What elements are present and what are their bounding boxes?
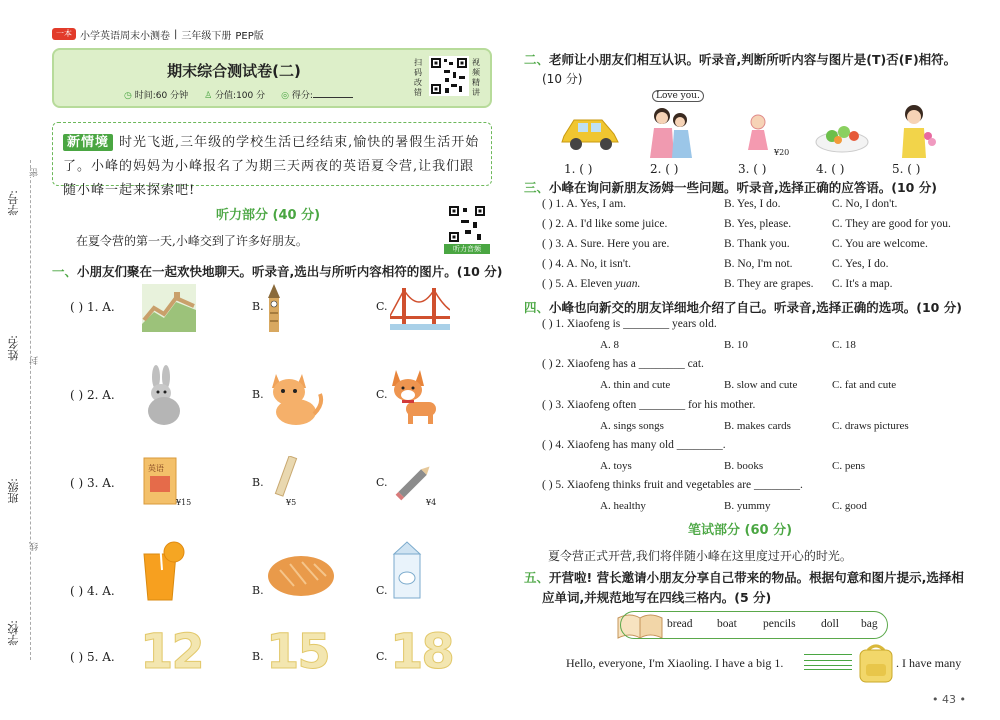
clock-icon: ◷ [124, 91, 132, 101]
word-doll[interactable]: doll [821, 618, 839, 630]
video-lesson-label: 视频精讲 [472, 58, 480, 97]
s3-q3-option-b[interactable]: B. Thank you. [724, 238, 790, 250]
dog-icon [388, 364, 444, 426]
scan-correct-label: 扫码改错 [414, 58, 422, 97]
s4-q4-option-b[interactable]: B. books [724, 460, 764, 472]
book-cover-text: 英语 [148, 464, 164, 473]
love-you-speech-bubble: Love you. [652, 90, 704, 102]
s1-q4-option-b-label: B. [252, 584, 264, 597]
section-2-title: 老师让小朋友们相互认识。听录音,判断所听内容与图片是(T)否(F)相符。 [549, 52, 957, 67]
s3-question-1[interactable]: ( ) 1. A. Yes, I am. [542, 198, 627, 210]
s4-q3-option-c[interactable]: C. draws pictures [832, 420, 909, 432]
number-15-illustration: 15 [266, 624, 329, 680]
exam-meta [124, 88, 353, 101]
written-intro: 夏令营正式开营,我们将伴随小峰在这里度过开心的时光。 [548, 549, 852, 563]
s3-q1-option-b[interactable]: B. Yes, I do. [724, 198, 781, 210]
s3-q2-option-c[interactable]: C. They are good for you. [832, 218, 951, 230]
s4-question-5[interactable]: ( ) 5. Xiaofeng thinks fruit and vegetables are ________. [542, 479, 803, 491]
bread-icon [266, 550, 336, 598]
s3-question-3[interactable]: ( ) 3. A. Sure. Here you are. [542, 238, 670, 250]
scenario-text: 时光飞逝,三年级的学校生活已经结束,愉快的暑假生活开始了。小峰的妈妈为小峰报名了为期三天两夜的英语夏令营,让我们跟随小峰一起来探索吧! [63, 135, 480, 198]
big-ben-icon [264, 284, 284, 332]
s1-q5-option-c-label: C. [376, 650, 388, 663]
s1-question-2[interactable]: ( ) 2. A. [70, 388, 115, 402]
s3-q4-option-b[interactable]: B. No, I'm not. [724, 258, 793, 270]
exam-title-card [52, 48, 492, 108]
school-label: 学校: [7, 620, 20, 646]
s2-answer-4[interactable]: 4. ( ) [816, 162, 845, 176]
word-pencils[interactable]: pencils [763, 618, 796, 630]
s4-q1-option-a[interactable]: A. 8 [600, 339, 619, 351]
s1-q4-option-c-label: C. [376, 584, 388, 597]
s4-q2-option-b[interactable]: B. slow and cute [724, 379, 798, 391]
section-2-heading [524, 50, 956, 68]
s1-q2-option-c-label: C. [376, 388, 388, 401]
person-icon: ♙ [204, 91, 213, 101]
s1-question-4[interactable]: ( ) 4. A. [70, 584, 115, 598]
s1-question-5[interactable]: ( ) 5. A. [70, 650, 115, 664]
target-icon: ◎ [281, 91, 289, 101]
scenario-tag: 新情境 [63, 134, 113, 151]
s1-question-1[interactable]: ( ) 1. A. [70, 300, 115, 314]
section-3-number: 三、 [524, 180, 550, 195]
seal-mark-mi: 密 [30, 168, 40, 177]
score-field[interactable]: ◎ 得分: [281, 88, 353, 101]
car-icon [560, 112, 620, 154]
orange-juice-icon [140, 540, 186, 602]
divider: | [174, 28, 178, 40]
s3-question-4[interactable]: ( ) 4. A. No, it isn't. [542, 258, 631, 270]
s2-answer-5[interactable]: 5. ( ) [892, 162, 921, 176]
word-bank [620, 611, 888, 639]
series-name: 小学英语周末小测卷 [80, 30, 170, 42]
s4-question-2[interactable]: ( ) 2. Xiaofeng has a ________ cat. [542, 358, 704, 370]
student-name-label: 姓名: [7, 335, 20, 361]
s3-q5-option-c[interactable]: C. It's a map. [832, 278, 893, 290]
s4-q1-option-c[interactable]: C. 18 [832, 339, 856, 351]
word-boat[interactable]: boat [717, 618, 737, 630]
scenario-box [52, 122, 492, 198]
doll-icon [742, 112, 774, 152]
pencil-price: ¥4 [426, 498, 437, 507]
s5-sentence-start: Hello, everyone, I'm Xiaoling. I have a big 1. [566, 656, 784, 670]
section-4-title: 小峰也向新交的朋友详细地介绍了自己。听录音,选择正确的选项。(10 分) [549, 300, 962, 315]
cat-icon [266, 364, 326, 426]
section-2-number: 二、 [524, 52, 550, 67]
s4-q5-option-c[interactable]: C. good [832, 500, 867, 512]
s4-question-1[interactable]: ( ) 1. Xiaofeng is ________ years old. [542, 318, 717, 330]
s3-question-2[interactable]: ( ) 2. A. I'd like some juice. [542, 218, 668, 230]
time-limit: ◷ 时间:60 分钟 [124, 91, 189, 101]
rabbit-icon [140, 365, 186, 427]
student-number-label: 学号: [7, 190, 20, 216]
ruler-price: ¥5 [286, 498, 297, 507]
s1-question-3[interactable]: ( ) 3. A. [70, 476, 115, 490]
s4-q2-option-a[interactable]: A. thin and cute [600, 379, 671, 391]
s1-q5-option-b-label: B. [252, 650, 264, 663]
s4-q3-option-b[interactable]: B. makes cards [724, 420, 791, 432]
listening-part-title: 听力部分 (40 分) [216, 208, 321, 223]
section-3-heading [524, 178, 937, 196]
section-5-title-cont: 应单词,并规范地写在四线三格内。(5 分) [542, 590, 772, 605]
section-1-heading [52, 262, 502, 280]
section-2-points: (10 分) [542, 72, 583, 86]
s4-q2-option-c[interactable]: C. fat and cute [832, 379, 897, 391]
series-header [52, 26, 282, 42]
grade-label: 三年级下册 [181, 30, 232, 42]
golden-gate-bridge-icon [390, 286, 450, 330]
s4-q3-option-a[interactable]: A. sings songs [600, 420, 664, 432]
edition-label: PEP版 [235, 30, 264, 42]
section-4-number: 四、 [524, 300, 550, 315]
section-5-title: 开营啦! 营长邀请小朋友分享自己带来的物品。根据句意和图片提示,选择相 [549, 570, 964, 585]
ruler-icon [272, 456, 302, 500]
s1-q2-option-b-label: B. [252, 388, 264, 401]
s4-q5-option-a[interactable]: A. healthy [600, 500, 646, 512]
s1-q1-option-b-label: B. [252, 300, 264, 313]
s4-question-3[interactable]: ( ) 3. Xiaofeng often ________ for his mother. [542, 399, 756, 411]
section-5-number: 五、 [524, 570, 550, 585]
s3-q1-option-c[interactable]: C. No, I don't. [832, 198, 898, 210]
schoolbag-icon [856, 642, 896, 684]
full-score: ♙ 分值:100 分 [204, 91, 266, 101]
s2-answer-1[interactable]: 1. ( ) [564, 162, 593, 176]
great-wall-icon [142, 284, 196, 332]
s4-question-4[interactable]: ( ) 4. Xiaofeng has many old ________. [542, 439, 726, 451]
s1-q3-option-b-label: B. [252, 476, 264, 489]
s4-q5-option-b[interactable]: B. yummy [724, 500, 771, 512]
s1-q3-option-c-label: C. [376, 476, 388, 489]
mother-hugging-girl-icon [646, 104, 698, 158]
salad-icon [814, 118, 870, 154]
seal-mark-xian: 线 [30, 542, 40, 551]
seal-mark-feng: 封 [30, 356, 40, 365]
s2-answer-3[interactable]: 3. ( ) [738, 162, 767, 176]
s4-q1-option-b[interactable]: B. 10 [724, 339, 748, 351]
audio-caption: 听力音频 [444, 244, 490, 254]
s4-q4-option-c[interactable]: C. pens [832, 460, 865, 472]
word-bag[interactable]: bag [861, 618, 878, 630]
s3-q2-option-b[interactable]: B. Yes, please. [724, 218, 792, 230]
doll-price: ¥20 [774, 148, 790, 157]
number-18-illustration: 18 [390, 624, 453, 680]
section-4-heading [524, 298, 962, 316]
number-12-illustration: 12 [140, 624, 203, 680]
s3-question-5[interactable]: ( ) 5. A. Eleven yuan. [542, 278, 641, 290]
book-price: ¥15 [176, 498, 192, 507]
section-5-heading [524, 568, 964, 586]
s3-q3-option-c[interactable]: C. You are welcome. [832, 238, 928, 250]
section-3-title: 小峰在询问新朋友汤姆一些问题。听录音,选择正确的应答语。(10 分) [549, 180, 937, 195]
s1-q1-option-c-label: C. [376, 300, 388, 313]
section-1-title: 小朋友们聚在一起欢快地聊天。听录音,选出与所听内容相符的图片。(10 分) [77, 264, 503, 279]
s5-answer-blank-1[interactable] [804, 654, 852, 670]
listening-qr[interactable] [444, 204, 490, 254]
binding-dash-line [30, 160, 31, 660]
s3-q4-option-c[interactable]: C. Yes, I do. [832, 258, 889, 270]
boy-with-flowers-icon [896, 102, 936, 158]
s3-q5-option-b[interactable]: B. They are grapes. [724, 278, 814, 290]
class-label: 班级: [7, 478, 20, 504]
exam-title: 期末综合测试卷(二) [167, 62, 301, 80]
s2-answer-2[interactable]: 2. ( ) [650, 162, 679, 176]
brand-badge: 一本 [52, 28, 76, 40]
word-bread[interactable]: bread [667, 618, 693, 630]
section-1-number: 一、 [52, 264, 78, 279]
s4-q4-option-a[interactable]: A. toys [600, 460, 632, 472]
audio-qr-code-icon [444, 204, 490, 244]
written-part-title: 笔试部分 (60 分) [688, 523, 793, 538]
listening-intro: 在夏令营的第一天,小峰交到了许多好朋友。 [76, 234, 308, 248]
qr-code-icon[interactable] [429, 56, 469, 96]
s5-sentence-end: . I have many [896, 656, 962, 670]
milk-carton-icon [390, 540, 424, 600]
page-number: • 43 • [932, 693, 966, 706]
